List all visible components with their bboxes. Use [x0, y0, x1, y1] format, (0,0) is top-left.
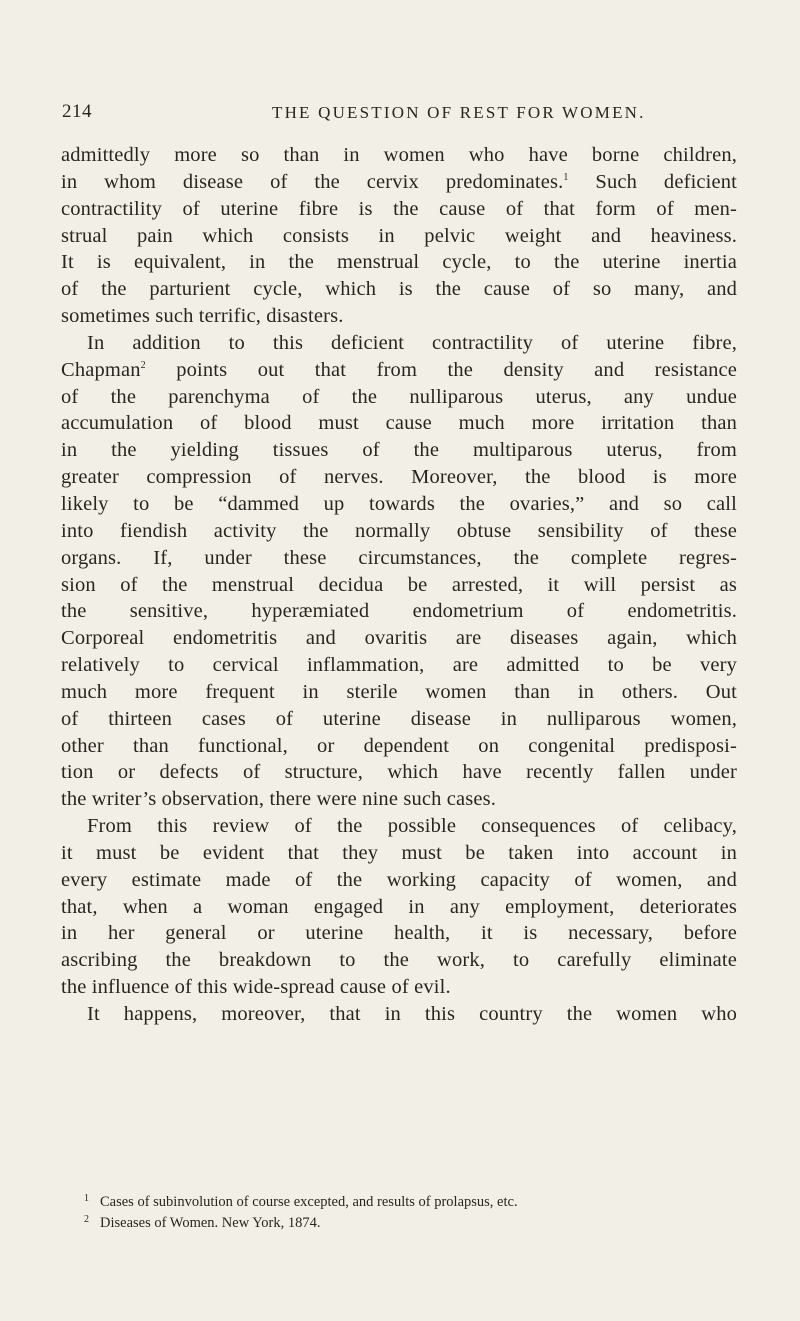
text-line: into fiendish activity the normally obtuse sensibility of these — [61, 519, 737, 542]
footnotes — [84, 1192, 744, 1234]
text-line: organs. If, under these circumstances, the complete regres- — [61, 546, 737, 569]
text-line: accumulation of blood must cause much more irritation than — [61, 412, 737, 435]
text-line — [61, 169, 737, 196]
text-segment: points out that from the density and resistance — [176, 358, 737, 381]
footnote-1: 1 Cases of subinvolution of course excepted, and results of prolapsus, etc. — [84, 1193, 518, 1210]
text-line: likely to be “dammed up towards the ovaries,” and so call — [61, 492, 737, 515]
text-line: sion of the menstrual decidua be arrested, it will persist as — [61, 573, 737, 596]
text-line: From this review of the possible consequences of celibacy, — [87, 815, 737, 838]
footnote-ref-1: 1 — [563, 171, 569, 183]
text-line: every estimate made of the working capacity of women, and — [61, 868, 737, 891]
text-line: tion or defects of structure, which have recently fallen under — [61, 761, 737, 784]
text-line: relatively to cervical inflammation, are admitted to be very — [61, 654, 737, 677]
text-line — [61, 357, 737, 384]
text-line: admittedly more so than in women who have borne children, — [61, 144, 737, 166]
text-segment: Chapman — [61, 358, 141, 381]
text-line: it must be evident that they must be taken into account in — [61, 841, 737, 864]
text-line: ascribing the breakdown to the work, to carefully eliminate — [61, 949, 737, 972]
text-line: the influence of this wide-spread cause of evil. — [61, 976, 451, 999]
text-segment: in whom disease of the cervix predominates. — [61, 170, 564, 193]
running-title: THE QUESTION OF REST FOR WOMEN. — [272, 103, 646, 122]
text-line: contractility of uterine fibre is the cause of that form of men- — [61, 197, 737, 220]
text-line: in the yielding tissues of the multiparous uterus, from — [61, 439, 737, 462]
text-line: of the parenchyma of the nulliparous uterus, any undue — [61, 385, 737, 408]
footnote-2: 2 Diseases of Women. New York, 1874. — [84, 1214, 321, 1231]
text-line: In addition to this deficient contractility of uterine fibre, — [87, 331, 737, 354]
text-line: greater compression of nerves. Moreover, the blood is more — [61, 466, 737, 489]
footnote-text: Diseases of Women. New York, 1874. — [100, 1215, 321, 1231]
text-line: Corporeal endometritis and ovaritis are diseases again, which — [61, 627, 737, 650]
running-head — [62, 101, 742, 131]
text-line: sometimes such terrific, disasters. — [61, 305, 344, 328]
body-text — [61, 142, 737, 1028]
text-line: much more frequent in sterile women than in others. Out — [61, 680, 737, 703]
text-line: It happens, moreover, that in this country the women who — [87, 1003, 737, 1025]
text-line: of thirteen cases of uterine disease in nulliparous women, — [61, 707, 737, 730]
text-line: the sensitive, hyperæmiated endometrium of endometritis. — [61, 600, 737, 623]
page-number: 214 — [62, 101, 92, 122]
text-line: that, when a woman engaged in any employment, deteriorates — [61, 895, 737, 918]
footnote-ref-2: 2 — [140, 359, 146, 371]
footnote-text: Cases of subinvolution of course excepted, and results of prolapsus, etc. — [100, 1194, 518, 1210]
text-line: the writer’s observation, there were nine such cases. — [61, 788, 497, 811]
text-segment: Such deficient — [595, 170, 737, 193]
text-line: in her general or uterine health, it is necessary, before — [61, 922, 737, 945]
text-line: other than functional, or dependent on congenital predisposi- — [61, 734, 737, 757]
text-line: strual pain which consists in pelvic weight and heaviness. — [61, 224, 737, 247]
text-line: It is equivalent, in the menstrual cycle, to the uterine inertia — [61, 251, 737, 274]
text-line: of the parturient cycle, which is the cause of so many, and — [61, 278, 737, 301]
